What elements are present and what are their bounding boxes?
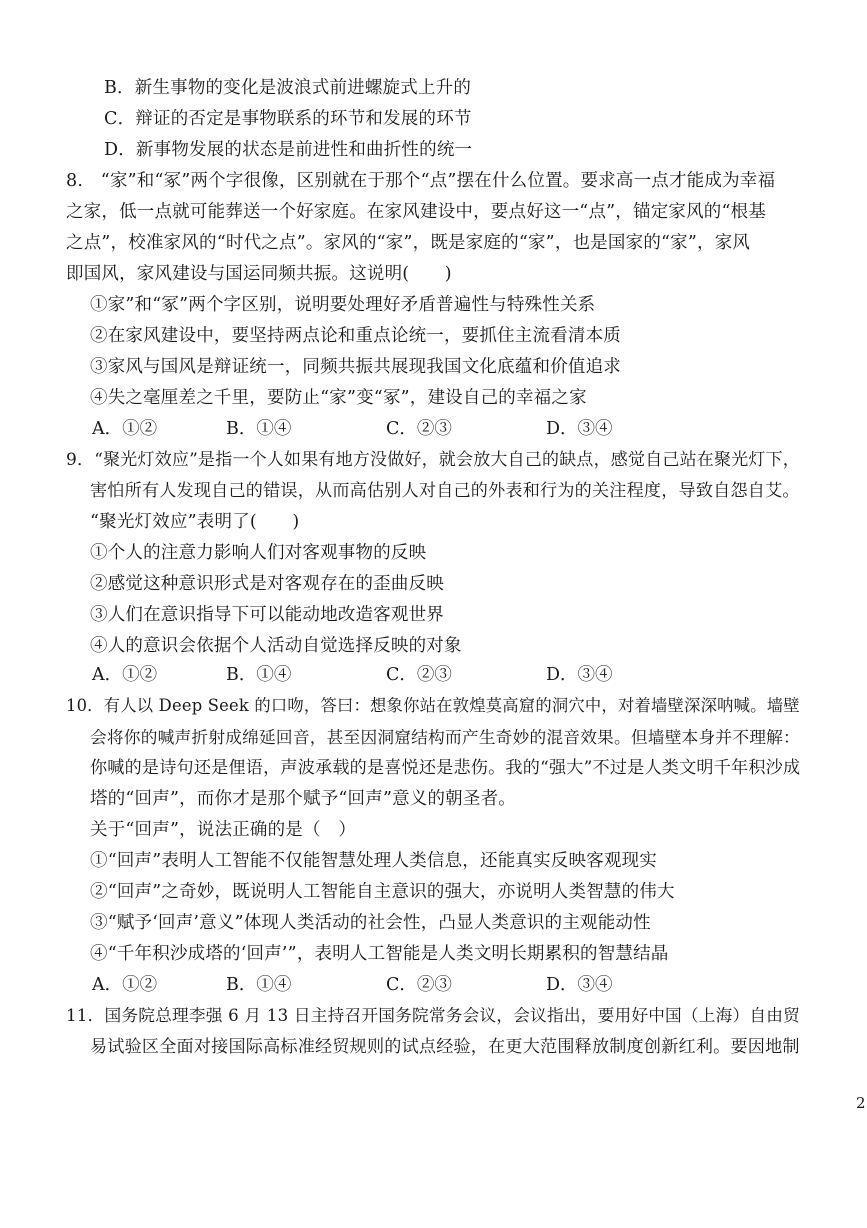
- page-number: 2: [856, 1094, 866, 1112]
- q8-item-1: ①家”和“冢”两个字区别，说明要处理好矛盾普遍性与特殊性关系: [90, 295, 596, 315]
- q10-option-d: D．③④: [546, 975, 613, 995]
- q9-option-a: A．①②: [92, 665, 158, 685]
- q9-option-d: D．③④: [546, 665, 613, 685]
- q9-item-2: ②感觉这种意识形式是对客观存在的歪曲反映: [90, 574, 444, 594]
- q7-option-d: D．新事物发展的状态是前进性和曲折性的统一: [104, 140, 473, 160]
- q8-option-b: B．①④: [226, 419, 292, 439]
- q10-options: [0, 974, 867, 996]
- q10-option-a: A．①②: [92, 975, 158, 995]
- q11-stem-line-2: 易试验区全面对接国际高标准经贸规则的试点经验，在更大范围释放制度创新红利。要因地制: [90, 1037, 800, 1057]
- q8-item-4: ④失之毫厘差之千里，要防止“家”变“冢”，建设自己的幸福之家: [90, 388, 587, 408]
- q10-stem-line-5: 关于“回声”，说法正确的是（ ）: [90, 820, 357, 840]
- q10-stem-line-3: 你喊的是诗句还是俚语，声波承载的是喜悦还是悲伤。我的“强大”不过是人类文明千年积沙成: [90, 758, 801, 778]
- q8-item-2: ②在家风建设中，要坚持两点论和重点论统一，要抓住主流看清本质: [90, 326, 621, 346]
- q7-option-c: C．辩证的否定是事物联系的环节和发展的环节: [104, 109, 472, 129]
- q10-stem-line-2: 会将你的喊声折射成绵延回音，甚至因洞窟结构而产生奇妙的混音效果。但墙壁本身并不理解：: [90, 727, 800, 747]
- q8-option-c: C．②③: [386, 419, 452, 439]
- q10-item-1: ①“回声”表明人工智能不仅能智慧处理人类信息，还能真实反映客观现实: [90, 851, 657, 871]
- q8-item-3: ③家风与国风是辩证统一，同频共振共展现我国文化底蕴和价值追求: [90, 357, 621, 377]
- q10-item-2: ②“回声”之奇妙，既说明人工智能自主意识的强大，亦说明人类智慧的伟大: [90, 882, 675, 902]
- q10-option-c: C．②③: [386, 975, 452, 995]
- q9-option-c: C．②③: [386, 665, 452, 685]
- q8-stem-line-4: 即国风，家风建设与国运同频共振。这说明( ): [66, 264, 452, 284]
- q9-stem-line-3: “聚光灯效应”表明了( ): [90, 512, 300, 532]
- q8-option-a: A．①②: [92, 419, 158, 439]
- q9-item-1: ①个人的注意力影响人们对客观事物的反映: [90, 543, 427, 563]
- q10-item-3: ③“赋予‘回声’意义”体现人类活动的社会性，凸显人类意识的主观能动性: [90, 913, 651, 933]
- q9-item-3: ③人们在意识指导下可以能动地改造客观世界: [90, 605, 444, 625]
- q9-option-b: B．①④: [226, 665, 292, 685]
- q8-stem-line-1: 8. “家”和“冢”两个字很像，区别就在于那个“点”摆在什么位置。要求高一点才能成为幸福: [66, 171, 776, 191]
- q9-options: [0, 664, 867, 686]
- q10-stem-line-4: 塔的“回声”，而你才是那个赋予“回声”意义的朝圣者。: [90, 789, 516, 809]
- q10-option-b: B．①④: [226, 975, 292, 995]
- q7-option-b: B．新生事物的变化是波浪式前进螺旋式上升的: [104, 78, 472, 98]
- q10-item-4: ④“千年积沙成塔的‘回声’”，表明人工智能是人类文明长期累积的智慧结晶: [90, 944, 669, 964]
- q11-stem-line-1: 11．国务院总理李强 6 月 13 日主持召开国务院常务会议，会议指出，要用好中国（上海）自由贸: [66, 1006, 801, 1025]
- q9-stem-line-2: 害怕所有人发现自己的错误，从而高估别人对自己的外表和行为的关注程度，导致自怨自艾。: [90, 481, 800, 501]
- q9-stem-line-1: 9．“聚光灯效应”是指一个人如果有地方没做好，就会放大自己的缺点，感觉自己站在聚光灯下，: [66, 450, 800, 470]
- q8-options: [0, 418, 867, 440]
- q8-option-d: D．③④: [546, 419, 613, 439]
- q8-stem-line-2: 之家，低一点就可能葬送一个好家庭。在家风建设中，要点好这一“点”，锚定家风的“根基: [66, 202, 767, 222]
- q10-stem-line-1: 10．有人以 Deep Seek 的口吻，答曰：想象你站在敦煌莫高窟的洞穴中，对着墙壁深深呐喊。墙壁: [66, 696, 800, 715]
- q9-item-4: ④人的意识会依据个人活动自觉选择反映的对象: [90, 636, 462, 656]
- q8-stem-line-3: 之点”，校准家风的“时代之点”。家风的“家”，既是家庭的“家”，也是国家的“家”，家风: [66, 233, 751, 253]
